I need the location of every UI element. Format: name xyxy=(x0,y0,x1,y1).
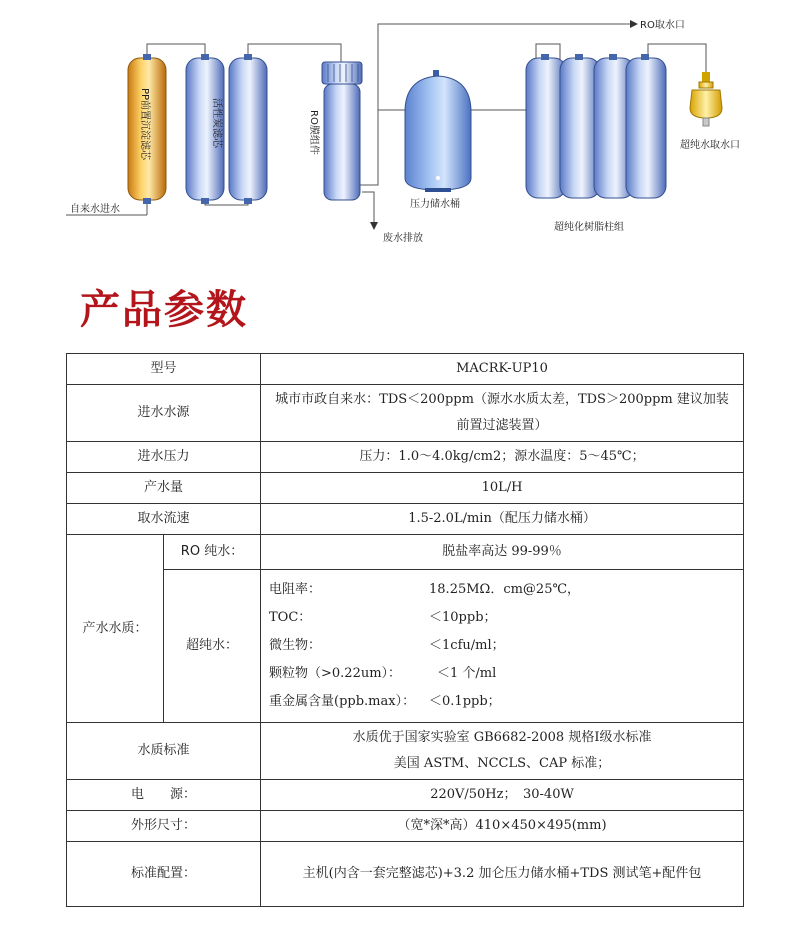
model-label: 型号 xyxy=(67,354,261,385)
power-value: 220V/50Hz； 30-40W xyxy=(261,780,744,811)
table-row xyxy=(67,811,744,842)
standard-line2: 美国 ASTM、NCCLS、CAP 标准； xyxy=(393,756,611,771)
toc-key: TOC： xyxy=(269,610,312,625)
spec-table xyxy=(66,353,744,907)
power-label: 电 源： xyxy=(67,780,261,811)
inlet-source-line1: 城市市政自来水：TDS＜200ppm（源水水质太差，TDS＞200ppm 建议加装 xyxy=(275,392,729,407)
ro-water-value: 脱盐率高达 99-99％ xyxy=(261,535,744,570)
standard-label: 水质标准 xyxy=(67,723,261,780)
inlet-source-label: 进水水源 xyxy=(67,385,261,442)
model-value: MACRK-UP10 xyxy=(261,354,744,385)
table-row xyxy=(67,385,744,442)
pressure-tank xyxy=(405,70,471,192)
microbe-key: 微生物： xyxy=(269,638,322,653)
heavy-metal-value: ＜0.1ppb； xyxy=(429,694,501,709)
dimensions-value: （宽*深*高）410×450×495(mm) xyxy=(261,811,744,842)
standard-value xyxy=(261,723,744,780)
table-row xyxy=(67,504,744,535)
waste-drain-label: 废水排放 xyxy=(383,233,423,244)
table-row xyxy=(67,442,744,473)
water-system-diagram xyxy=(0,0,811,265)
ultrapure-outlet-device xyxy=(690,72,722,126)
toc-value: ＜10ppb； xyxy=(429,610,497,625)
heavy-metal-key: 重金属含量(ppb.max）： xyxy=(269,694,416,709)
table-row xyxy=(67,842,744,907)
resistivity-key: 电阻率： xyxy=(269,582,322,597)
inlet-pressure-label: 进水压力 xyxy=(67,442,261,473)
flow-rate-value: 1.5-2.0L/min（配压力储水桶） xyxy=(261,504,744,535)
table-row xyxy=(67,723,744,780)
table-row xyxy=(67,780,744,811)
resin-column-group xyxy=(526,54,666,198)
ultrapure-water-values xyxy=(261,570,744,723)
configuration-label: 标准配置： xyxy=(67,842,261,907)
list-item xyxy=(269,632,737,660)
particle-key: 颗粒物（>0.22um）： xyxy=(269,666,402,681)
resistivity-value: 18.25MΩ．cm@25℃， xyxy=(429,582,581,597)
inlet-pressure-value: 压力：1.0～4.0kg/cm2；源水温度：5～45℃； xyxy=(261,442,744,473)
ro-outlet-label: RO取水口 xyxy=(640,20,685,31)
output-label: 产水量 xyxy=(67,473,261,504)
dimensions-label: 外形尺寸： xyxy=(67,811,261,842)
tap-inlet-label: 自来水进水 xyxy=(70,204,120,215)
ultrapure-water-label: 超纯水： xyxy=(164,570,261,723)
list-item xyxy=(269,660,737,688)
list-item xyxy=(269,688,737,716)
table-row xyxy=(67,570,744,723)
pp-filter-label: PP前置沉淀滤芯 xyxy=(139,88,150,161)
carbon-filter-cartridge xyxy=(186,54,267,204)
microbe-value: ＜1cfu/ml； xyxy=(429,638,505,653)
standard-line1: 水质优于国家实验室 GB6682-2008 规格Ⅰ级水标准 xyxy=(352,730,652,745)
list-item xyxy=(269,576,737,604)
inlet-source-line2: 前置过滤装置） xyxy=(456,418,548,433)
particle-value: ＜1 个/ml xyxy=(437,666,497,681)
resin-columns-label: 超纯化树脂柱组 xyxy=(554,222,624,233)
list-item xyxy=(269,604,737,632)
quality-label: 产水水质： xyxy=(67,535,164,723)
table-row xyxy=(67,535,744,570)
carbon-filter-label: 活性炭滤芯 xyxy=(211,98,222,148)
section-title: 产品参数 xyxy=(80,287,248,333)
table-row xyxy=(67,473,744,504)
configuration-value: 主机(内含一套完整滤芯)+3.2 加仑压力储水桶+TDS 测试笔+配件包 xyxy=(261,842,744,907)
output-value: 10L/H xyxy=(261,473,744,504)
flow-rate-label: 取水流速 xyxy=(67,504,261,535)
ultrapure-outlet-label: 超纯水取水口 xyxy=(680,140,740,151)
pressure-tank-label: 压力储水桶 xyxy=(410,199,460,210)
ro-membrane-label: RO膜组件 xyxy=(308,110,319,155)
inlet-source-value xyxy=(261,385,744,442)
ro-membrane-housing xyxy=(322,62,362,200)
ro-water-label: RO 纯水： xyxy=(164,535,261,570)
table-row xyxy=(67,354,744,385)
